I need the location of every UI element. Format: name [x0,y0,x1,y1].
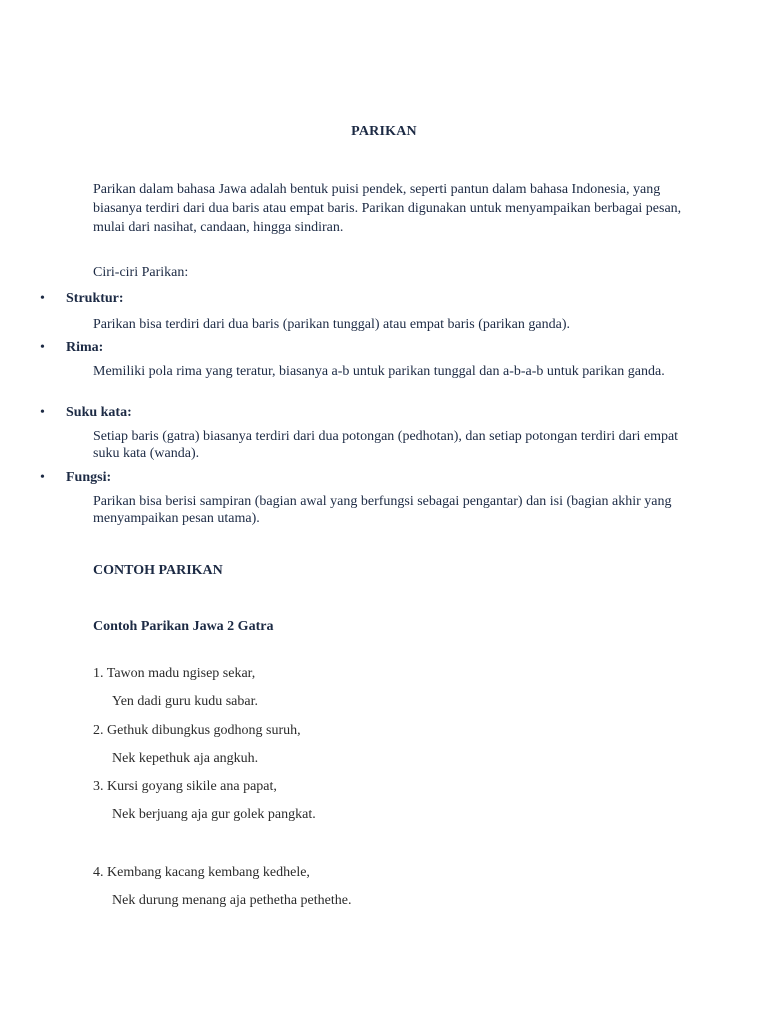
example-line: Nek durung menang aja pethetha pethethe. [112,893,352,908]
bullet-icon: • [40,340,45,355]
document-title: PARIKAN [351,124,417,139]
feature-description: Parikan bisa berisi sampiran (bagian awal yang berfungsi sebagai pengantar) dan isi (bagian akhir yang menyampaikan pesan utama). [93,494,672,526]
feature-description: Memiliki pola rima yang teratur, biasanya a-b untuk parikan tunggal dan a-b-a-b untuk parikan ganda. [93,364,665,379]
bullet-icon: • [40,291,45,306]
intro-paragraph: Parikan dalam bahasa Jawa adalah bentuk puisi pendek, seperti pantun dalam bahasa Indonesia, yang biasanya terdiri dari dua baris atau empat baris. Parikan digunakan untuk menyampaikan berbagai pesan, mulai dari nasihat, candaan, hingga sindiran. [93,182,682,235]
example-line: Yen dadi guru kudu sabar. [112,694,258,709]
feature-description: Setiap baris (gatra) biasanya terdiri dari dua potongan (pedhotan), dan setiap potongan terdiri dari empat suku kata (wanda). [93,429,679,461]
bullet-icon: • [40,405,45,420]
feature-description: Parikan bisa terdiri dari dua baris (parikan tunggal) atau empat baris (parikan ganda). [93,317,570,332]
example-line: 3. Kursi goyang sikile ana papat, [93,779,277,794]
feature-title: Suku kata: [66,405,132,420]
feature-title: Struktur: [66,291,124,306]
features-heading: Ciri-ciri Parikan: [93,265,189,280]
example-line: 4. Kembang kacang kembang kedhele, [93,865,310,880]
example-line: Nek berjuang aja gur golek pangkat. [112,807,316,822]
example-line: Nek kepethuk aja angkuh. [112,751,259,766]
feature-title: Fungsi: [66,470,112,485]
examples-heading: CONTOH PARIKAN [93,563,223,578]
examples-subheading: Contoh Parikan Jawa 2 Gatra [93,619,274,634]
example-line: 1. Tawon madu ngisep sekar, [93,666,256,681]
bullet-icon: • [40,470,45,485]
example-line: 2. Gethuk dibungkus godhong suruh, [93,723,301,738]
feature-title: Rima: [66,340,104,355]
